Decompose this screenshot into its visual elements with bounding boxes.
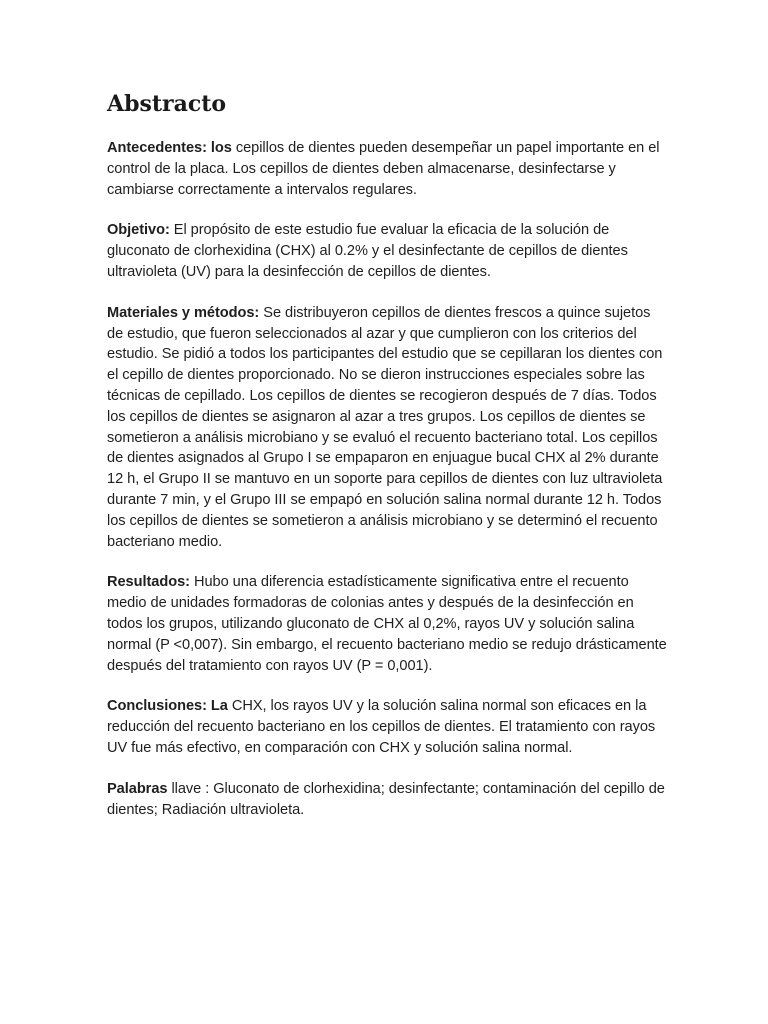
abstract-page <box>107 88 667 840</box>
section-objective-text: El propósito de este estudio fue evaluar la eficacia de la solución de gluconato de clorhexidina (CHX) al 0.2% y el desinfectante de cepillos de dientes ultravioleta (UV) para la desinfección de cepillos de dientes. <box>107 222 628 280</box>
section-results-text: Hubo una diferencia estadísticamente significativa entre el recuento medio de unidades formadoras de colonias antes y después de la desinfección en todos los grupos, utilizando gluconato de CHX al 0,2%, rayos UV y solución salina normal (P <0,007). Sin embargo, el recuento bacteriano medio se redujo drásticamente después del tratamiento con rayos UV (P = 0,001). <box>107 574 667 674</box>
abstract-heading: Abstracto <box>107 91 227 117</box>
section-results-label: Resultados: <box>107 574 190 591</box>
section-objective <box>107 220 667 282</box>
section-keywords-label: Palabras <box>107 780 168 797</box>
section-objective-label: Objetivo: <box>107 222 170 239</box>
section-conclusions-text: CHX, los rayos UV y la solución salina normal son eficaces en la reducción del recuento bacteriano en los cepillos de dientes. El tratamiento con rayos UV fue más efectivo, en comparación con CHX y solución salina normal. <box>107 698 656 756</box>
section-conclusions-label: Conclusiones: La <box>107 698 228 715</box>
section-background-text: cepillos de dientes pueden desempeñar un papel importante en el control de la placa. Los cepillos de dientes deben almacenarse, desinfectarse y cambiarse correctamente a intervalos regulares. <box>107 140 660 198</box>
section-keywords-text: llave : Gluconato de clorhexidina; desinfectante; contaminación del cepillo de dientes; Radiación ultravioleta. <box>107 780 665 818</box>
section-methods-label: Materiales y métodos: <box>107 304 260 321</box>
section-background <box>107 138 667 200</box>
section-keywords <box>107 779 667 821</box>
section-background-label: Antecedentes: los <box>107 140 232 156</box>
section-conclusions <box>107 696 667 758</box>
section-results <box>107 572 667 676</box>
section-methods <box>107 303 667 553</box>
section-methods-text: Se distribuyeron cepillos de dientes frescos a quince sujetos de estudio, que fueron seleccionados al azar y que cumplieron con los criterios del estudio. Se pidió a todos los participantes del estudio que se cepillaran los dientes con el cepillo de dientes proporcionado. No se dieron instrucciones especiales sobre las técnicas de cepillado. Los cepillos de dientes se recogieron después de 7 días. Todos los cepillos de dientes se asignaron al azar a tres grupos. Los cepillos de dientes se sometieron a análisis microbiano y se evaluó el recuento bacteriano total. Los cepillos de dientes asignados al Grupo I se empaparon en enjuague bucal CHX al 2% durante 12 h, el Grupo II se mantuvo en un soporte para cepillos de dientes con luz ultravioleta durante 7 min, y el Grupo III se empapó en solución salina normal durante 12 h. Todos los cepillos de dientes se sometieron a análisis microbiano y se determinó el recuento bacteriano medio. <box>107 304 663 550</box>
